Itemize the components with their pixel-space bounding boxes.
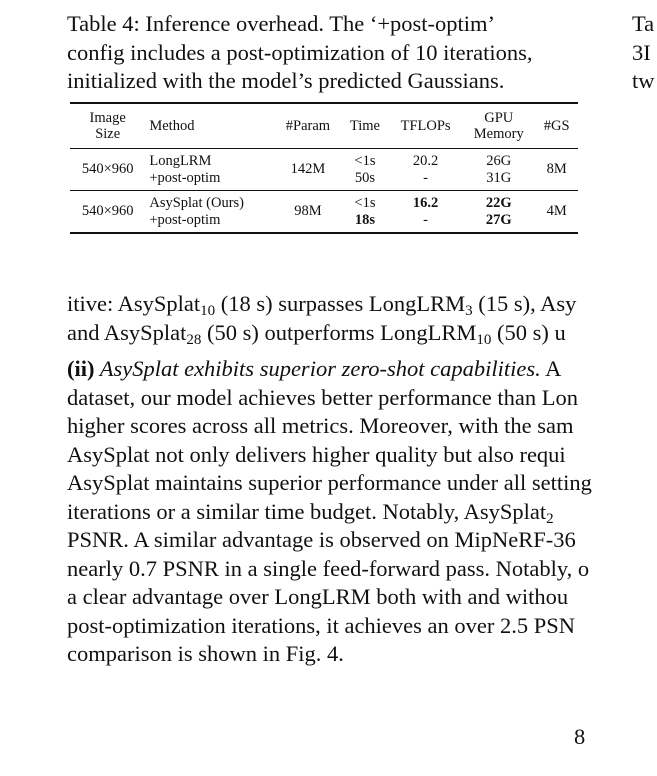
paragraph-ii xyxy=(67,355,657,669)
body-line: itive: AsySplat$_{10}$ (18 s) surpasses LongLRM$_3$ (15 s), Asy xyxy=(67,291,577,319)
body-line: post-optimization iterations, it achieves an over 2.5 PSN xyxy=(67,612,576,638)
cell-method: AsySplat (Ours) +post-optim xyxy=(145,191,275,234)
body-line: and AsySplat$_{28}$ (50 s) outperforms LongLRM$_{10}$ (50 s) u xyxy=(67,319,566,348)
body-line: a clear advantage over LongLRM both with and withou xyxy=(67,584,569,609)
body-line: AsySplat not only delivers higher quality but also requi xyxy=(67,441,566,467)
caption-line: config includes a post-optimization of 10 iterations, xyxy=(67,39,533,65)
body-text xyxy=(67,290,657,669)
table-row xyxy=(70,149,578,191)
cell-gpu: 22G 27G xyxy=(462,191,535,234)
header-time: Time xyxy=(341,103,389,149)
caption-line: initialized with the model’s predicted Gaussians. xyxy=(67,68,505,93)
cell-tflops: 16.2 - xyxy=(389,191,462,234)
right-column-fragment xyxy=(632,10,655,96)
cell-gpu: 26G 31G xyxy=(462,149,535,191)
body-line: higher scores across all metrics. Moreover, with the sam xyxy=(67,413,574,438)
header-gpu-memory: GPU Memory xyxy=(462,103,535,149)
header-method: Method xyxy=(145,103,275,149)
table-caption xyxy=(67,10,627,96)
caption-line: Table 4: Inference overhead. The ‘+post-optim’ xyxy=(67,11,496,36)
right-column-line: tw xyxy=(632,68,655,93)
header-gs: #GS xyxy=(535,103,578,149)
body-line: PSNR. A similar advantage is observed on MipNeRF-36 xyxy=(67,527,576,552)
body-line: nearly 0.7 PSNR in a single feed-forward pass. Notably, o xyxy=(67,555,590,581)
cell-size: 540×960 xyxy=(70,191,145,234)
header-tflops: TFLOPs xyxy=(389,103,462,149)
inference-overhead-table xyxy=(70,102,578,234)
body-line: AsySplat maintains superior performance under all setting xyxy=(67,470,592,495)
body-line: comparison is shown in Fig. 4. xyxy=(67,641,344,666)
right-column-line: 3I xyxy=(632,39,651,65)
table-row xyxy=(70,191,578,234)
body-line: dataset, our model achieves better performance than Lon xyxy=(67,384,579,410)
body-line: (ii) AsySplat exhibits superior zero-shot capabilities. A xyxy=(67,356,562,381)
cell-method: LongLRM +post-optim xyxy=(145,149,275,191)
header-param: #Param xyxy=(275,103,341,149)
cell-gs: 4M xyxy=(535,191,578,234)
cell-gs: 8M xyxy=(535,149,578,191)
page-number: 8 xyxy=(574,724,586,749)
cell-time: <1s 50s xyxy=(341,149,389,191)
cell-size: 540×960 xyxy=(70,149,145,191)
cell-time: <1s 18s xyxy=(341,191,389,234)
cell-param: 98M xyxy=(275,191,341,234)
cell-param: 142M xyxy=(275,149,341,191)
right-column-line: Ta xyxy=(632,11,655,36)
body-line: iterations or a similar time budget. Notably, AsySplat$_2$ xyxy=(67,498,554,527)
cell-tflops: 20.2 - xyxy=(389,149,462,191)
table-header-row xyxy=(70,103,578,149)
header-image-size: Image Size xyxy=(70,103,145,149)
